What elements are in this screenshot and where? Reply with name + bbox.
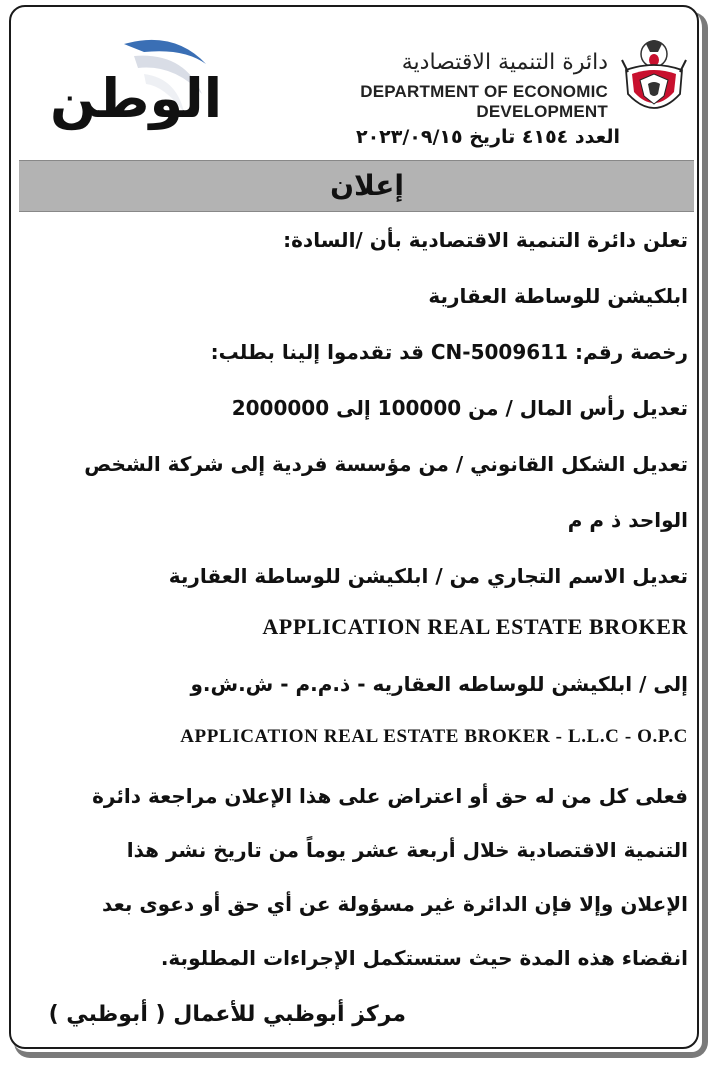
body-line-5: تعديل الشكل القانوني / من مؤسسة فردية إلى شركة الشخص	[84, 452, 688, 476]
abu-dhabi-emblem-icon	[618, 30, 690, 126]
department-name-english: DEPARTMENT OF ECONOMIC DEVELOPMENT	[360, 82, 608, 121]
body-line-6: الواحد ذ م م	[567, 508, 688, 532]
body-line-4: تعديل رأس المال / من 100000 إلى 2000000	[231, 396, 688, 420]
issue-number-date: العدد ٤١٥٤ تاريخ ٢٠٢٣/٠٩/١٥	[355, 126, 620, 148]
body-line-7: تعديل الاسم التجاري من / ابلكيشن للوساطة العقارية	[168, 564, 688, 588]
signature-line: مركز أبوظبي للأعمال ( أبوظبي )	[48, 1002, 406, 1027]
body-line-13: الإعلان وإلا فإن الدائرة غير مسؤولة عن أي حق أو دعوى بعد	[102, 892, 688, 916]
body-line-12: التنمية الاقتصادية خلال أربعة عشر يوماً من تاريخ نشر هذا	[126, 838, 688, 862]
body-line-14: انقضاء هذه المدة حيث ستستكمل الإجراءات المطلوبة.	[160, 946, 688, 970]
body-line-3: رخصة رقم: CN-5009611 قد تقدموا إلينا بطلب:	[210, 340, 688, 364]
announcement-title: إعلان	[330, 169, 404, 202]
body-line-2: ابلكيشن للوساطة العقارية	[428, 284, 688, 308]
body-line-english-old-name: APPLICATION REAL ESTATE BROKER	[262, 614, 688, 639]
announcement-banner	[19, 160, 694, 212]
body-line-1: تعلن دائرة التنمية الاقتصادية بأن /السادة:	[283, 228, 688, 252]
body-line-english-new-name: APPLICATION REAL ESTATE BROKER - L.L.C - O.P.C	[180, 726, 688, 747]
newspaper-name: الوطن	[50, 67, 223, 130]
department-name-arabic: دائرة التنمية الاقتصادية	[401, 50, 608, 75]
body-line-9: إلى / ابلكيشن للوساطه العقاريه - ذ.م.م - ش.ش.و	[190, 672, 688, 696]
newspaper-logo	[22, 28, 223, 130]
body-line-11: فعلى كل من له حق أو اعتراض على هذا الإعلان مراجعة دائرة	[92, 784, 688, 808]
